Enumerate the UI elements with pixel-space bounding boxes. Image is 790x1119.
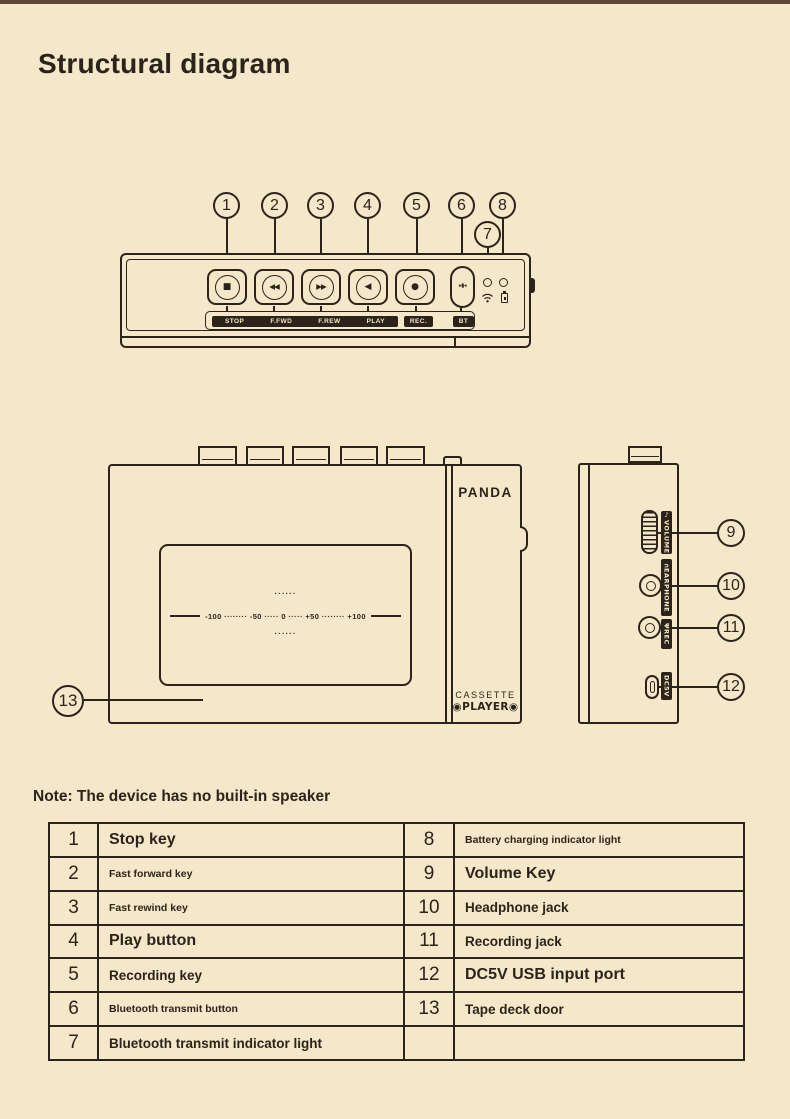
part-number: 1 (50, 824, 97, 856)
rec-label (661, 619, 672, 649)
mechanical-key (292, 446, 330, 466)
part-number: 8 (405, 824, 453, 856)
counter-dots-top: ······ (274, 589, 297, 598)
callout-6: 6 (448, 192, 475, 219)
top-body-notch (454, 338, 456, 347)
volume-wheel[interactable] (641, 510, 658, 554)
counter-dots-bottom: ······ (274, 629, 297, 638)
mic-icon: Ψ (662, 623, 671, 630)
part-number: 11 (405, 926, 453, 958)
part-number: 13 (405, 993, 453, 1025)
top-body-edge-line (122, 336, 529, 338)
record-icon: ● (411, 281, 419, 292)
bluetooth-indicator-light (483, 278, 492, 287)
part-label: Fast forward key (99, 858, 403, 890)
brand-logo: PANDA (458, 485, 513, 500)
stop-button[interactable] (207, 269, 247, 305)
fast-forward-icon: ◀◀ (269, 282, 279, 292)
page-top-border (0, 0, 790, 4)
transport-labels-bar (212, 316, 398, 327)
leader-line-13 (84, 699, 203, 701)
part-number: 4 (50, 926, 97, 958)
part-label: DC5V USB input port (455, 959, 743, 991)
mechanical-key (198, 446, 237, 466)
callout-9: 9 (717, 519, 745, 547)
part-label: Bluetooth transmit indicator light (99, 1027, 403, 1059)
stop-icon: ■ (222, 281, 232, 292)
callout-11: 11 (717, 614, 745, 642)
mechanical-key (340, 446, 378, 466)
part-label: Recording key (99, 959, 403, 991)
part-label: Recording jack (455, 926, 743, 958)
scale-line-right (371, 615, 401, 617)
earphone-label (661, 559, 672, 616)
volume-label-text: VOLUME (662, 519, 671, 554)
callout-2: 2 (261, 192, 288, 219)
bluetooth-transmit-button[interactable] (450, 266, 475, 308)
part-label: Play button (99, 926, 403, 958)
part-label (455, 1027, 743, 1059)
part-label: Tape deck door (455, 993, 743, 1025)
part-number: 12 (405, 959, 453, 991)
rec-label-bar (404, 316, 433, 327)
callout-12: 12 (717, 673, 745, 701)
part-number: 10 (405, 892, 453, 924)
volume-wheel-edge (520, 526, 528, 552)
side-tab (529, 278, 535, 293)
callout-5: 5 (403, 192, 430, 219)
play-button[interactable] (348, 269, 388, 305)
panel-divider-line (445, 466, 447, 722)
usb-port-pin (650, 681, 655, 693)
part-label: Battery charging indicator light (455, 824, 743, 856)
callout-8: 8 (489, 192, 516, 219)
part-number: 5 (50, 959, 97, 991)
rec-label: REC. (409, 317, 428, 325)
panel-divider-line (451, 466, 453, 722)
callout-7: 7 (474, 221, 501, 248)
play-label: PLAY (366, 317, 385, 325)
dc5v-label-text: DC5V (662, 675, 671, 697)
side-inner-edge-line (588, 465, 590, 722)
callout-4: 4 (354, 192, 381, 219)
headphone-icon: ∩ (662, 562, 671, 569)
bt-label-bar (453, 316, 474, 327)
bt-label: BT (458, 317, 469, 325)
player-text: ◉PLAYER◉ (452, 701, 519, 713)
play-icon: ◀ (364, 281, 372, 292)
battery-icon (501, 293, 508, 303)
part-label: Stop key (99, 824, 403, 856)
fast-rewind-button[interactable] (301, 269, 341, 305)
note-text: Note: The device has no built-in speaker (33, 788, 331, 805)
part-label: Headphone jack (455, 892, 743, 924)
rec-label-text: REC (662, 629, 671, 645)
scale-line-left (170, 615, 200, 617)
earphone-label-text: EARPHONE (662, 568, 671, 613)
battery-indicator-light (499, 278, 508, 287)
ffwd-label: F.FWD (270, 317, 293, 325)
label-strip (205, 311, 475, 330)
dc5v-label (661, 672, 672, 700)
callout-13: 13 (52, 685, 84, 717)
part-label: Fast rewind key (99, 892, 403, 924)
recording-jack-hole (645, 623, 655, 633)
part-number: 9 (405, 858, 453, 890)
callout-1: 1 (213, 192, 240, 219)
parts-table (48, 822, 745, 1061)
scale-numbers: -100 ········ -50 ····· 0 ····· +50 ········ +100 (205, 611, 366, 621)
tape-counter-scale (161, 610, 410, 622)
page-title: Structural diagram (38, 48, 291, 79)
volume-icon: ♪ (662, 511, 671, 520)
part-number: 7 (50, 1027, 97, 1059)
part-label: Volume Key (455, 858, 743, 890)
part-number: 3 (50, 892, 97, 924)
mechanical-key (386, 446, 425, 466)
fast-rewind-icon: ▶▶ (316, 282, 326, 292)
headphone-jack-hole (646, 581, 656, 591)
volume-label (661, 511, 672, 554)
fast-forward-button[interactable] (254, 269, 294, 305)
mechanical-key (246, 446, 284, 466)
part-number: 2 (50, 858, 97, 890)
cassette-text: CASSETTE (455, 690, 516, 700)
part-label: Bluetooth transmit button (99, 993, 403, 1025)
frew-label: F.REW (318, 317, 341, 325)
callout-3: 3 (307, 192, 334, 219)
stop-label: STOP (225, 317, 245, 325)
bluetooth-transmit-icon: ▸▮◂ (458, 283, 467, 290)
record-button[interactable] (395, 269, 435, 305)
volume-wheel-top (628, 446, 662, 463)
part-number: 6 (50, 993, 97, 1025)
part-number (405, 1027, 453, 1059)
callout-10: 10 (717, 572, 745, 600)
signal-icon (481, 292, 494, 303)
